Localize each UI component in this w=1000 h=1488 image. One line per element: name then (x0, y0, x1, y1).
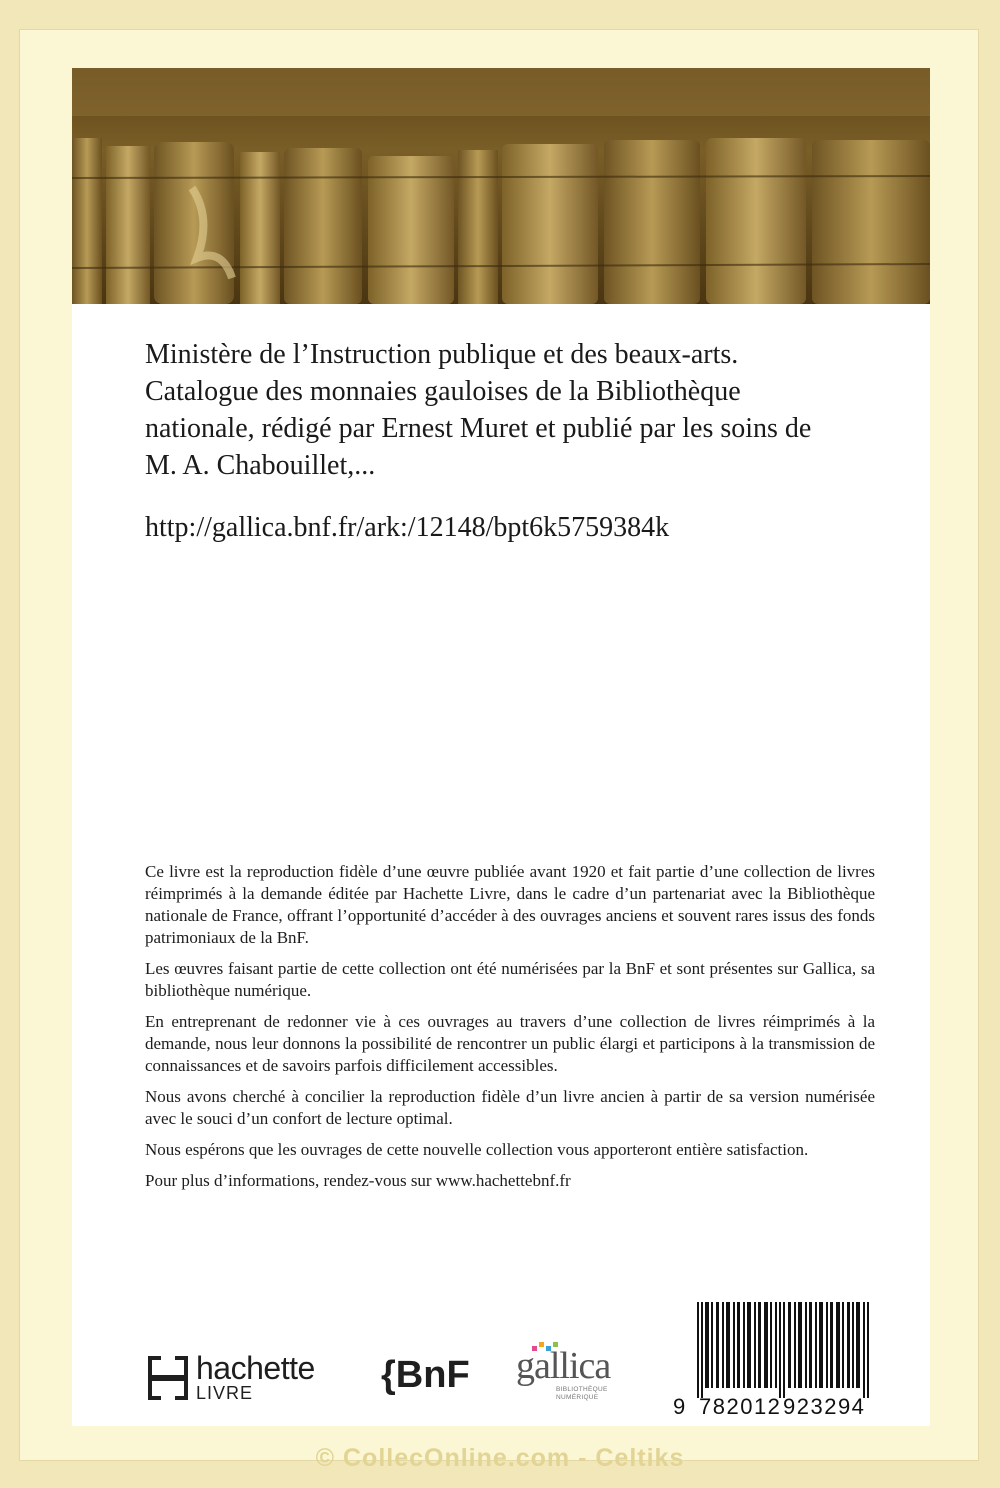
isbn-barcode (673, 1298, 890, 1422)
gallica-subtitle: BIBLIOTHÈQUE NUMÉRIQUE (556, 1386, 608, 1401)
blurb-paragraph: Les œuvres faisant partie de cette collection ont été numérisées par la BnF et sont présentes sur Gallica, sa bibliothèque numérique. (145, 959, 875, 1000)
blurb-paragraph: En entreprenant de redonner vie à ces ouvrages au travers d’une collection de livres réimprimés à la demande, nous leur donnons la possibilité de rencontrer un public élargi et participons à la transmission de connaissances et de savoirs parfois difficilement accessibles. (145, 1012, 875, 1075)
barcode-bars (681, 1302, 886, 1398)
hachette-livre-logo (148, 1350, 315, 1406)
gallica-logo (516, 1344, 626, 1408)
livre-wordmark: LIVRE (196, 1383, 254, 1403)
bnf-wordmark: BnF (395, 1354, 470, 1396)
blurb-paragraph: Pour plus d’informations, rendez-vous sur www.hachettebnf.fr (145, 1171, 571, 1190)
book-title: Ministère de l’Instruction publique et des beaux-arts. Catalogue des monnaies gauloises de la Bibliothèque nationale, rédigé par Ernest Muret et publié par les soins de M. A. Chabouillet,... (145, 339, 812, 481)
isbn-first-digit: 9 (673, 1394, 686, 1419)
bnf-bracket-icon: { (381, 1354, 396, 1396)
blurb-paragraph: Ce livre est la reproduction fidèle d’une œuvre publiée avant 1920 et fait partie d’une collection de livres réimprimés à la demande éditée par Hachette Livre, dans le cadre d’un partenariat avec la Bibliothèque nationale de France, offrant l’opportunité d’accéder à des ouvrages anciens et souvent rares issus des fonds patrimoniaux de la BnF. (145, 862, 875, 947)
gallica-link[interactable]: http://gallica.bnf.fr/ark:/12148/bpt6k5759384k (145, 512, 670, 543)
isbn-left-group: 782012 (699, 1394, 782, 1419)
gallica-wordmark: gallica (516, 1345, 611, 1387)
blurb (145, 861, 875, 1201)
blurb-paragraph: Nous espérons que les ouvrages de cette nouvelle collection vous apporteront entière satisfaction. (145, 1140, 809, 1159)
bnf-logo (381, 1354, 470, 1397)
blurb-paragraph: Nous avons cherché à concilier la reproduction fidèle d’un livre ancien à partir de sa version numérisée avec le souci d’un confort de lecture optimal. (145, 1087, 875, 1128)
hachette-h-icon (148, 1356, 188, 1400)
hachette-wordmark: hachette (196, 1350, 315, 1386)
watermark: © CollecOnline.com - Celtiks (315, 1444, 685, 1472)
book-spines-photo (72, 68, 930, 304)
isbn-right-group: 923294 (783, 1394, 866, 1419)
